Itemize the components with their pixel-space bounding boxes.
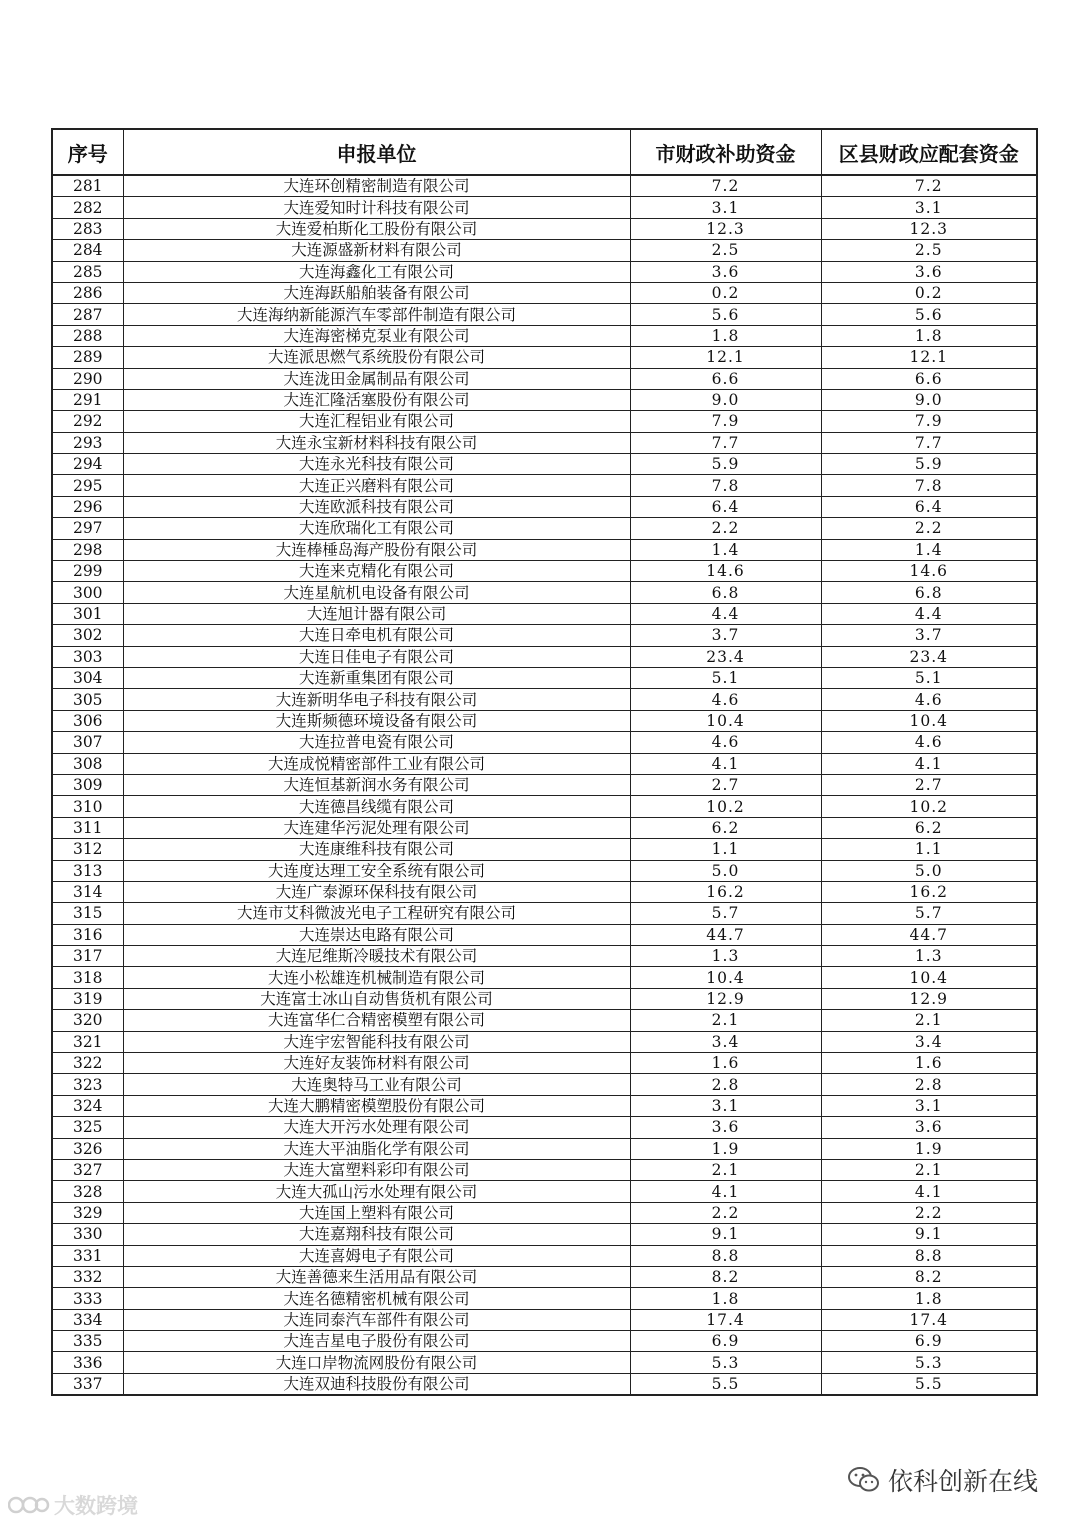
row-index: 333: [52, 1288, 123, 1309]
row-county-matching: 3.6: [821, 1117, 1037, 1138]
table-row: [52, 282, 1037, 303]
row-county-matching: 8.8: [821, 1245, 1037, 1266]
row-index: 296: [52, 496, 123, 517]
row-index: 292: [52, 411, 123, 432]
row-county-matching: 5.9: [821, 454, 1037, 475]
row-city-subsidy: 10.2: [630, 796, 821, 817]
row-city-subsidy: 3.1: [630, 1095, 821, 1116]
table-row: [52, 753, 1037, 774]
table-row: [52, 1095, 1037, 1116]
row-city-subsidy: 6.4: [630, 496, 821, 517]
table-row: [52, 839, 1037, 860]
row-company: 大连大鹏精密模塑股份有限公司: [123, 1095, 630, 1116]
row-city-subsidy: 12.9: [630, 988, 821, 1009]
table-row: [52, 582, 1037, 603]
row-company: 大连康维科技有限公司: [123, 839, 630, 860]
table-row: [52, 988, 1037, 1009]
row-city-subsidy: 14.6: [630, 561, 821, 582]
table-row: [52, 1074, 1037, 1095]
row-index: 319: [52, 988, 123, 1009]
row-company: 大连旭计器有限公司: [123, 603, 630, 624]
row-company: 大连德昌线缆有限公司: [123, 796, 630, 817]
row-city-subsidy: 5.6: [630, 304, 821, 325]
row-city-subsidy: 1.8: [630, 325, 821, 346]
table-row: [52, 1309, 1037, 1330]
table-row: [52, 967, 1037, 988]
row-county-matching: 2.2: [821, 518, 1037, 539]
table-row: [52, 646, 1037, 667]
row-company: 大连爱柏斯化工股份有限公司: [123, 218, 630, 239]
row-county-matching: 8.2: [821, 1266, 1037, 1287]
row-company: 大连新重集团有限公司: [123, 667, 630, 688]
row-county-matching: 44.7: [821, 924, 1037, 945]
row-county-matching: 0.2: [821, 282, 1037, 303]
row-index: 291: [52, 389, 123, 410]
row-company: 大连同泰汽车部件有限公司: [123, 1309, 630, 1330]
row-city-subsidy: 1.9: [630, 1138, 821, 1159]
row-index: 329: [52, 1202, 123, 1223]
table-row: [52, 496, 1037, 517]
table-row: [52, 197, 1037, 218]
row-company: 大连汇隆活塞股份有限公司: [123, 389, 630, 410]
row-county-matching: 2.1: [821, 1010, 1037, 1031]
subsidy-table: [51, 128, 1038, 1396]
row-city-subsidy: 3.6: [630, 261, 821, 282]
row-company: 大连永宝新材料科技有限公司: [123, 432, 630, 453]
row-index: 308: [52, 753, 123, 774]
table-row: [52, 1331, 1037, 1352]
row-company: 大连海纳新能源汽车零部件制造有限公司: [123, 304, 630, 325]
row-county-matching: 2.1: [821, 1159, 1037, 1180]
row-county-matching: 5.5: [821, 1373, 1037, 1395]
row-company: 大连口岸物流网股份有限公司: [123, 1352, 630, 1373]
row-county-matching: 4.6: [821, 732, 1037, 753]
row-county-matching: 2.5: [821, 240, 1037, 261]
row-county-matching: 14.6: [821, 561, 1037, 582]
row-company: 大连小松雄连机械制造有限公司: [123, 967, 630, 988]
row-index: 323: [52, 1074, 123, 1095]
row-county-matching: 6.4: [821, 496, 1037, 517]
watermark-left: [8, 1490, 138, 1520]
row-county-matching: 1.6: [821, 1053, 1037, 1074]
table-row: [52, 561, 1037, 582]
row-index: 298: [52, 539, 123, 560]
row-index: 327: [52, 1159, 123, 1180]
row-index: 324: [52, 1095, 123, 1116]
row-company: 大连大开污水处理有限公司: [123, 1117, 630, 1138]
row-county-matching: 6.6: [821, 368, 1037, 389]
row-company: 大连欧派科技有限公司: [123, 496, 630, 517]
row-company: 大连市艾科微波光电子工程研究有限公司: [123, 903, 630, 924]
row-city-subsidy: 10.4: [630, 710, 821, 731]
row-county-matching: 5.1: [821, 667, 1037, 688]
row-company: 大连来克精化有限公司: [123, 561, 630, 582]
row-county-matching: 2.2: [821, 1202, 1037, 1223]
row-index: 305: [52, 689, 123, 710]
row-index: 299: [52, 561, 123, 582]
row-index: 286: [52, 282, 123, 303]
row-company: 大连源盛新材料有限公司: [123, 240, 630, 261]
row-index: 316: [52, 924, 123, 945]
row-city-subsidy: 1.3: [630, 946, 821, 967]
table-row: [52, 261, 1037, 282]
table-row: [52, 1159, 1037, 1180]
row-county-matching: 7.2: [821, 175, 1037, 197]
table-row: [52, 1352, 1037, 1373]
row-company: 大连棒棰岛海产股份有限公司: [123, 539, 630, 560]
row-city-subsidy: 44.7: [630, 924, 821, 945]
row-index: 301: [52, 603, 123, 624]
table-row: [52, 411, 1037, 432]
table-row: [52, 1010, 1037, 1031]
row-city-subsidy: 2.8: [630, 1074, 821, 1095]
row-county-matching: 23.4: [821, 646, 1037, 667]
table-row: [52, 860, 1037, 881]
row-county-matching: 12.1: [821, 347, 1037, 368]
row-index: 332: [52, 1266, 123, 1287]
row-index: 307: [52, 732, 123, 753]
row-company: 大连度达理工安全系统有限公司: [123, 860, 630, 881]
row-county-matching: 1.4: [821, 539, 1037, 560]
row-company: 大连奥特马工业有限公司: [123, 1074, 630, 1095]
row-index: 287: [52, 304, 123, 325]
row-index: 321: [52, 1031, 123, 1052]
table-row: [52, 774, 1037, 795]
row-company: 大连大孤山污水处理有限公司: [123, 1181, 630, 1202]
table-row: [52, 218, 1037, 239]
row-city-subsidy: 8.2: [630, 1266, 821, 1287]
table-row: [52, 475, 1037, 496]
table-body: [52, 175, 1037, 1395]
row-county-matching: 4.1: [821, 753, 1037, 774]
row-county-matching: 1.8: [821, 1288, 1037, 1309]
row-company: 大连拉普电瓷有限公司: [123, 732, 630, 753]
row-county-matching: 1.8: [821, 325, 1037, 346]
row-city-subsidy: 10.4: [630, 967, 821, 988]
row-city-subsidy: 9.1: [630, 1224, 821, 1245]
row-index: 293: [52, 432, 123, 453]
table-row: [52, 603, 1037, 624]
row-city-subsidy: 1.6: [630, 1053, 821, 1074]
row-county-matching: 3.6: [821, 261, 1037, 282]
row-index: 337: [52, 1373, 123, 1395]
row-company: 大连双迪科技股份有限公司: [123, 1373, 630, 1395]
row-index: 281: [52, 175, 123, 197]
row-city-subsidy: 7.2: [630, 175, 821, 197]
watermark-right: [848, 1462, 1038, 1498]
row-index: 320: [52, 1010, 123, 1031]
row-county-matching: 12.3: [821, 218, 1037, 239]
table-row: [52, 454, 1037, 475]
row-index: 285: [52, 261, 123, 282]
row-company: 大连建华污泥处理有限公司: [123, 817, 630, 838]
table-row: [52, 1202, 1037, 1223]
table-row: [52, 325, 1037, 346]
row-index: 318: [52, 967, 123, 988]
row-city-subsidy: 3.1: [630, 197, 821, 218]
header-index: 序号: [52, 129, 123, 175]
row-company: 大连喜姆电子有限公司: [123, 1245, 630, 1266]
row-city-subsidy: 2.2: [630, 518, 821, 539]
row-index: 284: [52, 240, 123, 261]
row-index: 328: [52, 1181, 123, 1202]
row-city-subsidy: 3.6: [630, 1117, 821, 1138]
row-index: 290: [52, 368, 123, 389]
row-city-subsidy: 5.9: [630, 454, 821, 475]
row-index: 309: [52, 774, 123, 795]
row-company: 大连日牵电机有限公司: [123, 625, 630, 646]
row-city-subsidy: 8.8: [630, 1245, 821, 1266]
row-city-subsidy: 3.4: [630, 1031, 821, 1052]
row-city-subsidy: 7.9: [630, 411, 821, 432]
row-city-subsidy: 6.2: [630, 817, 821, 838]
table-row: [52, 796, 1037, 817]
row-index: 297: [52, 518, 123, 539]
table-row: [52, 732, 1037, 753]
row-index: 300: [52, 582, 123, 603]
row-index: 311: [52, 817, 123, 838]
table-row: [52, 924, 1037, 945]
row-county-matching: 3.4: [821, 1031, 1037, 1052]
row-company: 大连斯频德环境设备有限公司: [123, 710, 630, 731]
row-company: 大连星航机电设备有限公司: [123, 582, 630, 603]
row-company: 大连尼维斯冷暖技术有限公司: [123, 946, 630, 967]
row-index: 315: [52, 903, 123, 924]
table-row: [52, 1138, 1037, 1159]
row-county-matching: 10.2: [821, 796, 1037, 817]
row-company: 大连名德精密机械有限公司: [123, 1288, 630, 1309]
row-company: 大连新明华电子科技有限公司: [123, 689, 630, 710]
table-row: [52, 432, 1037, 453]
row-county-matching: 4.6: [821, 689, 1037, 710]
row-county-matching: 1.1: [821, 839, 1037, 860]
row-county-matching: 7.7: [821, 432, 1037, 453]
row-city-subsidy: 5.7: [630, 903, 821, 924]
table-row: [52, 1053, 1037, 1074]
row-index: 334: [52, 1309, 123, 1330]
row-company: 大连吉星电子股份有限公司: [123, 1331, 630, 1352]
row-company: 大连宇宏智能科技有限公司: [123, 1031, 630, 1052]
dashujuajing-logo-icon: [8, 1495, 50, 1515]
row-city-subsidy: 16.2: [630, 881, 821, 902]
row-company: 大连嘉翔科技有限公司: [123, 1224, 630, 1245]
row-city-subsidy: 4.1: [630, 753, 821, 774]
row-county-matching: 3.1: [821, 197, 1037, 218]
row-company: 大连海密梯克泵业有限公司: [123, 325, 630, 346]
table-row: [52, 347, 1037, 368]
table-row: [52, 946, 1037, 967]
row-county-matching: 3.7: [821, 625, 1037, 646]
row-county-matching: 6.8: [821, 582, 1037, 603]
row-city-subsidy: 5.1: [630, 667, 821, 688]
row-county-matching: 7.8: [821, 475, 1037, 496]
table-row: [52, 1266, 1037, 1287]
watermark-right-text: 依科创新在线: [888, 1467, 1039, 1496]
row-county-matching: 10.4: [821, 967, 1037, 988]
row-index: 325: [52, 1117, 123, 1138]
row-company: 大连好友装饰材料有限公司: [123, 1053, 630, 1074]
row-city-subsidy: 3.7: [630, 625, 821, 646]
row-city-subsidy: 17.4: [630, 1309, 821, 1330]
wechat-icon: [848, 1466, 880, 1494]
row-index: 306: [52, 710, 123, 731]
table-row: [52, 1245, 1037, 1266]
table-row: [52, 1117, 1037, 1138]
row-city-subsidy: 7.8: [630, 475, 821, 496]
row-index: 317: [52, 946, 123, 967]
table-row: [52, 667, 1037, 688]
row-county-matching: 12.9: [821, 988, 1037, 1009]
row-city-subsidy: 4.6: [630, 732, 821, 753]
row-county-matching: 3.1: [821, 1095, 1037, 1116]
row-company: 大连环创精密制造有限公司: [123, 175, 630, 197]
table-row: [52, 240, 1037, 261]
row-county-matching: 6.9: [821, 1331, 1037, 1352]
row-index: 312: [52, 839, 123, 860]
row-company: 大连汇程铝业有限公司: [123, 411, 630, 432]
row-company: 大连日佳电子有限公司: [123, 646, 630, 667]
row-index: 314: [52, 881, 123, 902]
row-company: 大连正兴磨料有限公司: [123, 475, 630, 496]
row-city-subsidy: 2.1: [630, 1159, 821, 1180]
row-company: 大连成悦精密部件工业有限公司: [123, 753, 630, 774]
row-index: 330: [52, 1224, 123, 1245]
table-header-row: [52, 129, 1037, 175]
table-row: [52, 625, 1037, 646]
header-county-matching: 区县财政应配套资金: [821, 129, 1037, 175]
row-company: 大连泷田金属制品有限公司: [123, 368, 630, 389]
table-row: [52, 817, 1037, 838]
row-index: 310: [52, 796, 123, 817]
row-county-matching: 5.0: [821, 860, 1037, 881]
row-city-subsidy: 12.3: [630, 218, 821, 239]
row-city-subsidy: 1.1: [630, 839, 821, 860]
row-company: 大连崇达电路有限公司: [123, 924, 630, 945]
row-index: 302: [52, 625, 123, 646]
table-row: [52, 1031, 1037, 1052]
row-county-matching: 10.4: [821, 710, 1037, 731]
row-city-subsidy: 4.1: [630, 1181, 821, 1202]
row-company: 大连海鑫化工有限公司: [123, 261, 630, 282]
row-index: 294: [52, 454, 123, 475]
table-row: [52, 389, 1037, 410]
row-county-matching: 4.1: [821, 1181, 1037, 1202]
row-index: 335: [52, 1331, 123, 1352]
row-city-subsidy: 1.8: [630, 1288, 821, 1309]
header-company: 申报单位: [123, 129, 630, 175]
row-city-subsidy: 2.2: [630, 1202, 821, 1223]
row-county-matching: 6.2: [821, 817, 1037, 838]
row-county-matching: 2.7: [821, 774, 1037, 795]
row-city-subsidy: 2.5: [630, 240, 821, 261]
row-city-subsidy: 7.7: [630, 432, 821, 453]
row-company: 大连派思燃气系统股份有限公司: [123, 347, 630, 368]
row-index: 283: [52, 218, 123, 239]
row-city-subsidy: 5.5: [630, 1373, 821, 1395]
row-city-subsidy: 12.1: [630, 347, 821, 368]
row-city-subsidy: 6.6: [630, 368, 821, 389]
row-city-subsidy: 6.9: [630, 1331, 821, 1352]
row-company: 大连大平油脂化学有限公司: [123, 1138, 630, 1159]
row-index: 295: [52, 475, 123, 496]
row-company: 大连广泰源环保科技有限公司: [123, 881, 630, 902]
row-city-subsidy: 23.4: [630, 646, 821, 667]
row-index: 326: [52, 1138, 123, 1159]
row-company: 大连欣瑞化工有限公司: [123, 518, 630, 539]
table-row: [52, 710, 1037, 731]
row-city-subsidy: 5.0: [630, 860, 821, 881]
row-county-matching: 1.3: [821, 946, 1037, 967]
row-company: 大连善德来生活用品有限公司: [123, 1266, 630, 1287]
row-company: 大连恒基新润水务有限公司: [123, 774, 630, 795]
row-county-matching: 5.3: [821, 1352, 1037, 1373]
row-city-subsidy: 0.2: [630, 282, 821, 303]
row-city-subsidy: 6.8: [630, 582, 821, 603]
table-row: [52, 368, 1037, 389]
table-row: [52, 539, 1037, 560]
row-company: 大连富士冰山自动售货机有限公司: [123, 988, 630, 1009]
row-city-subsidy: 9.0: [630, 389, 821, 410]
row-county-matching: 5.7: [821, 903, 1037, 924]
table-row: [52, 1181, 1037, 1202]
row-city-subsidy: 4.6: [630, 689, 821, 710]
row-index: 289: [52, 347, 123, 368]
row-county-matching: 2.8: [821, 1074, 1037, 1095]
row-county-matching: 9.0: [821, 389, 1037, 410]
row-company: 大连大富塑料彩印有限公司: [123, 1159, 630, 1180]
table-row: [52, 689, 1037, 710]
table-row: [52, 881, 1037, 902]
row-index: 288: [52, 325, 123, 346]
table-row: [52, 1373, 1037, 1395]
header-city-subsidy: 市财政补助资金: [630, 129, 821, 175]
row-county-matching: 9.1: [821, 1224, 1037, 1245]
table-row: [52, 1224, 1037, 1245]
row-company: 大连海跃船舶装备有限公司: [123, 282, 630, 303]
table-row: [52, 175, 1037, 197]
row-county-matching: 4.4: [821, 603, 1037, 624]
row-index: 282: [52, 197, 123, 218]
row-index: 303: [52, 646, 123, 667]
row-index: 304: [52, 667, 123, 688]
row-city-subsidy: 2.7: [630, 774, 821, 795]
row-city-subsidy: 5.3: [630, 1352, 821, 1373]
row-company: 大连国上塑料有限公司: [123, 1202, 630, 1223]
table-row: [52, 903, 1037, 924]
row-county-matching: 17.4: [821, 1309, 1037, 1330]
row-county-matching: 7.9: [821, 411, 1037, 432]
row-index: 322: [52, 1053, 123, 1074]
row-index: 331: [52, 1245, 123, 1266]
row-index: 336: [52, 1352, 123, 1373]
table-row: [52, 304, 1037, 325]
row-county-matching: 5.6: [821, 304, 1037, 325]
table-row: [52, 1288, 1037, 1309]
row-city-subsidy: 2.1: [630, 1010, 821, 1031]
row-company: 大连永光科技有限公司: [123, 454, 630, 475]
row-city-subsidy: 4.4: [630, 603, 821, 624]
row-company: 大连富华仁合精密模塑有限公司: [123, 1010, 630, 1031]
row-index: 313: [52, 860, 123, 881]
row-company: 大连爱知时计科技有限公司: [123, 197, 630, 218]
row-county-matching: 16.2: [821, 881, 1037, 902]
watermark-left-text: 大数跨境: [54, 1494, 138, 1518]
table-row: [52, 518, 1037, 539]
row-county-matching: 1.9: [821, 1138, 1037, 1159]
row-city-subsidy: 1.4: [630, 539, 821, 560]
